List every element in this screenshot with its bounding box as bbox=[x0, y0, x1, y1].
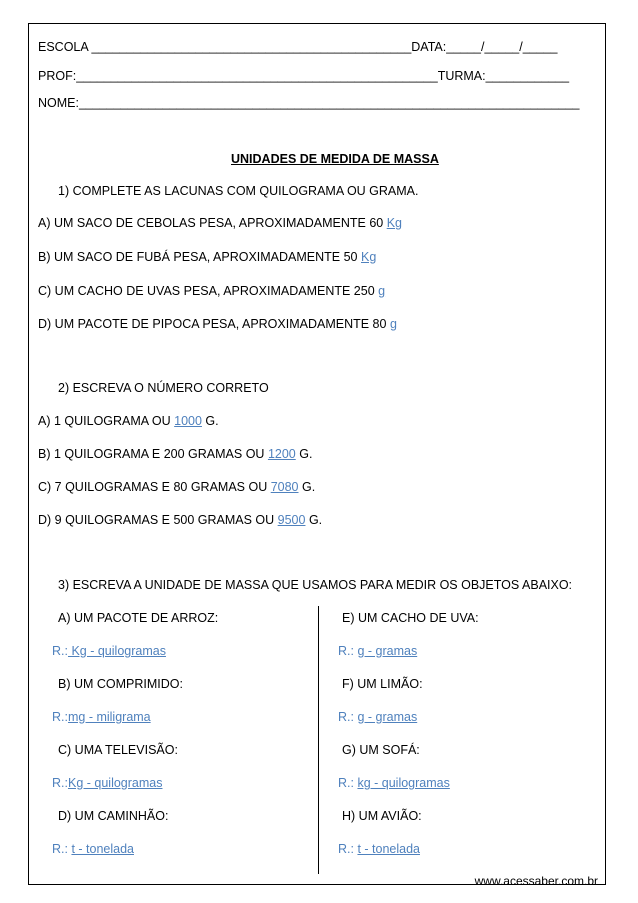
q3-item-c-label: C) UMA TELEVISÃO: bbox=[58, 743, 178, 757]
footer-website: www.acessaber.com.br bbox=[474, 874, 598, 888]
q2-item-a: A) 1 QUILOGRAMA OU 1000 G. bbox=[38, 414, 219, 428]
nome-line: NOME:________________________________________________________________________ bbox=[38, 96, 580, 110]
q3-item-b-label: B) UM COMPRIMIDO: bbox=[58, 677, 183, 691]
q2-answer-b: 1200 bbox=[267, 447, 296, 461]
q2-answer-d: 9500 bbox=[277, 513, 306, 527]
q3-item-e-label: E) UM CACHO DE UVA: bbox=[342, 611, 479, 625]
page-title: UNIDADES DE MEDIDA DE MASSA bbox=[231, 152, 439, 166]
q2-answer-a: 1000 bbox=[174, 414, 202, 428]
q1-heading: 1) COMPLETE AS LACUNAS COM QUILOGRAMA OU GRAMA. bbox=[58, 184, 419, 198]
q2-item-b: B) 1 QUILOGRAMA E 200 GRAMAS OU 1200 G. bbox=[38, 447, 313, 461]
q1-item-c: C) UM CACHO DE UVAS PESA, APROXIMADAMENTE 250 g bbox=[38, 284, 386, 298]
q3-item-c-answer: R.:Kg - quilogramas bbox=[52, 776, 163, 790]
q3-item-f-label: F) UM LIMÃO: bbox=[342, 677, 423, 691]
q2-item-d: D) 9 QUILOGRAMAS E 500 GRAMAS OU 9500 G. bbox=[38, 513, 323, 527]
q3-item-g-label: G) UM SOFÁ: bbox=[342, 743, 420, 757]
q3-item-h-answer: R.: t - tonelada bbox=[338, 842, 420, 856]
q3-item-a-answer: R.: Kg - quilogramas bbox=[52, 644, 166, 658]
q1-answer-d: g bbox=[389, 317, 397, 331]
q3-item-f-answer: R.: g - gramas bbox=[338, 710, 418, 724]
prof-turma-line: PROF:____________________________________________________TURMA:____________ bbox=[38, 69, 570, 83]
q3-item-e-answer: R.: g - gramas bbox=[338, 644, 418, 658]
q2-heading: 2) ESCREVA O NÚMERO CORRETO bbox=[58, 381, 269, 395]
q1-answer-b: Kg bbox=[361, 250, 377, 264]
q3-item-g-answer: R.: kg - quilogramas bbox=[338, 776, 450, 790]
q1-item-a: A) UM SACO DE CEBOLAS PESA, APROXIMADAMENTE 60 Kg bbox=[38, 216, 402, 230]
q1-answer-a: Kg bbox=[386, 216, 402, 230]
escola-data-line: ESCOLA ______________________________________________DATA:_____/_____/_____ bbox=[38, 40, 558, 54]
q3-heading: 3) ESCREVA A UNIDADE DE MASSA QUE USAMOS PARA MEDIR OS OBJETOS ABAIXO: bbox=[58, 578, 573, 592]
q3-item-d-label: D) UM CAMINHÃO: bbox=[58, 809, 169, 823]
q2-item-c: C) 7 QUILOGRAMAS E 80 GRAMAS OU 7080 G. bbox=[38, 480, 316, 494]
q3-item-d-answer: R.: t - tonelada bbox=[52, 842, 134, 856]
q3-item-h-label: H) UM AVIÃO: bbox=[342, 809, 422, 823]
q1-item-b: B) UM SACO DE FUBÁ PESA, APROXIMADAMENTE 50 Kg bbox=[38, 250, 377, 264]
q2-answer-c: 7080 bbox=[270, 480, 299, 494]
q1-item-d: D) UM PACOTE DE PIPOCA PESA, APROXIMADAMENTE 80 g bbox=[38, 317, 397, 331]
column-divider bbox=[318, 606, 319, 874]
q3-item-a-label: A) UM PACOTE DE ARROZ: bbox=[58, 611, 219, 625]
q3-item-b-answer: R.:mg - miligrama bbox=[52, 710, 151, 724]
q1-answer-c: g bbox=[378, 284, 386, 298]
